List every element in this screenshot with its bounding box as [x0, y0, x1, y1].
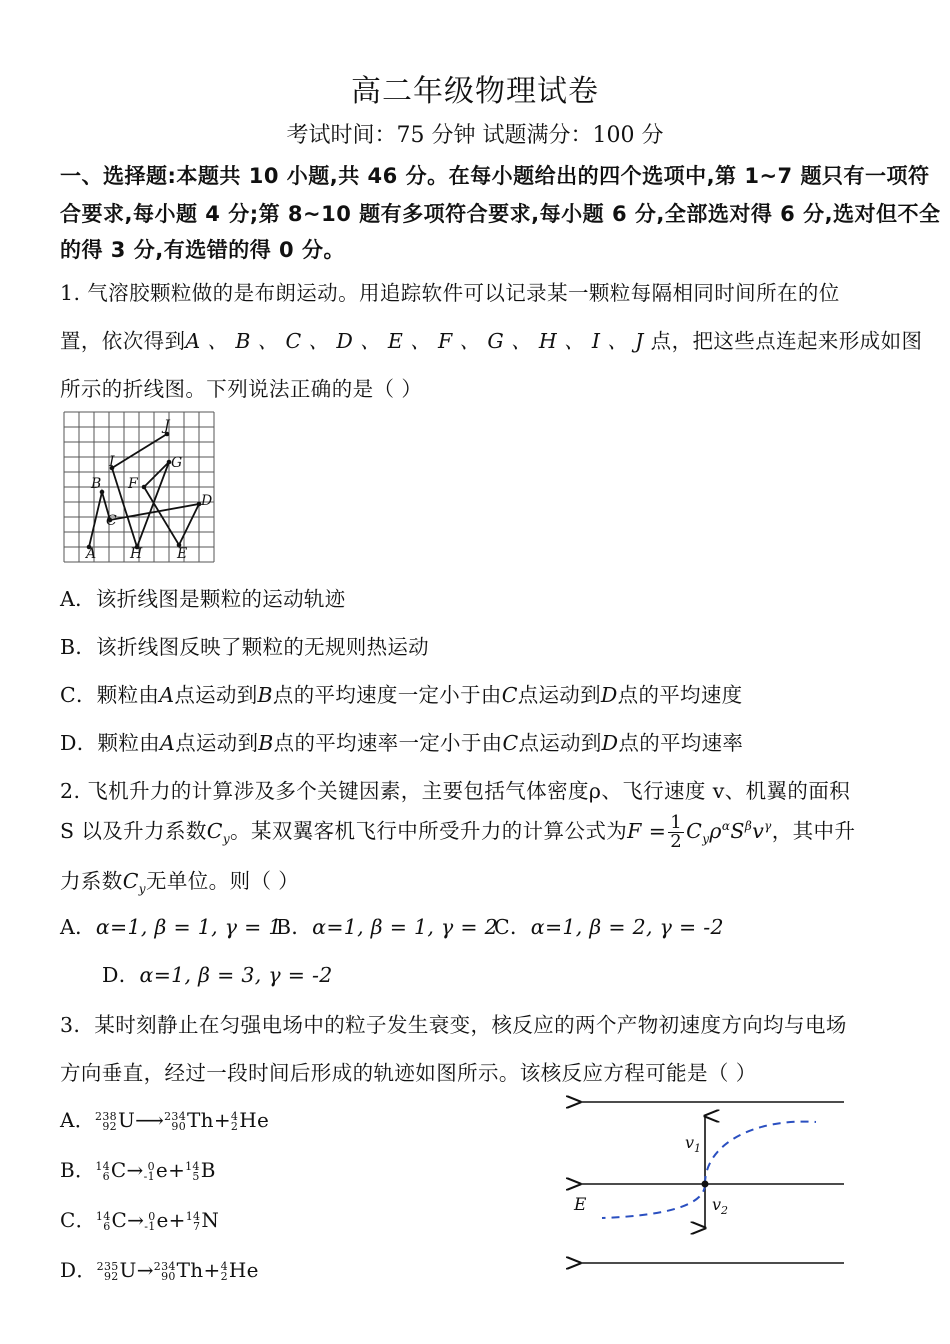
v1-label: $v_1$: [685, 1133, 702, 1155]
q1-point-label-c: C: [106, 513, 117, 529]
option-text: 点的平均速度: [617, 683, 743, 707]
option-text: α=1, β = 2, γ = -2: [530, 915, 724, 939]
q1-stem-line-2: [60, 324, 922, 354]
field-label: E: [574, 1195, 587, 1215]
nuclide-symbol: B: [200, 1158, 216, 1182]
q1-point-label-h: H: [130, 546, 143, 562]
nuclide-symbol: N: [201, 1208, 220, 1232]
nuclide-symbol: Th: [187, 1108, 214, 1132]
option-text: α=1, β = 3, γ = -2: [139, 963, 333, 987]
nuclide-symbol: He: [228, 1258, 259, 1282]
decay-point: [702, 1181, 709, 1188]
point-symbol: B: [257, 683, 273, 707]
option-label: A．: [60, 1108, 96, 1132]
q1-point-label-e: E: [177, 546, 188, 562]
nuclide-symbol: He: [239, 1108, 270, 1132]
q3-stem-line-1: 3．某时刻静止在匀强电场中的粒子发生衰变，核反应的两个产物初速度方向均与电场: [60, 1013, 847, 1037]
q2-stem-text: 无单位。则（ ）: [145, 869, 300, 893]
option-text: 点运动到: [517, 683, 601, 707]
option-text: 点运动到: [174, 683, 258, 707]
nuclide-symbol: e: [156, 1208, 169, 1232]
q2-option-a[interactable]: [60, 910, 282, 940]
q2-stem-text: 力系数: [60, 869, 123, 893]
nuclide-symbol: U: [119, 1258, 137, 1282]
q3-option-d[interactable]: D． 235 92 U→ 234 90 Th+ 4 2 He: [60, 1258, 259, 1283]
q1-point-label-d: D: [201, 493, 213, 509]
q2-stem-line-2: [60, 814, 855, 851]
q1-stem-text: 置，依次得到: [60, 329, 186, 353]
v2-label: $v_2$: [712, 1195, 729, 1217]
q1-option-d[interactable]: [60, 726, 743, 756]
q1-stem-text: 点，把这些点连起来形成如图: [650, 329, 923, 353]
q2-stem-line-1: 2. 飞机升力的计算涉及多个关键因素，主要包括气体密度ρ、飞行速度 v、机翼的面积: [60, 779, 851, 803]
option-text: 该折线图是颗粒的运动轨迹: [95, 587, 346, 611]
option-label: D．: [102, 963, 140, 987]
track-upper: [705, 1122, 816, 1184]
point-symbol: C: [501, 683, 518, 707]
q1-brownian-path-figure: [62, 410, 218, 565]
q1-point-label-g: G: [171, 455, 183, 471]
option-label: C．: [494, 915, 531, 939]
lift-formula: F = $\frac{1}{2}$ $C_y\rho^\alpha S^\beta v^\gamma$: [627, 812, 772, 852]
option-label: B．: [60, 635, 97, 659]
option-label: C．: [60, 1208, 96, 1232]
reaction-arrow: ⟶: [135, 1108, 165, 1132]
q1-point-label-a: A: [86, 546, 97, 562]
section-instructions-line-3: 的得 3 分,有选错的得 0 分。: [60, 238, 345, 262]
page-title: 高二年级物理试卷: [351, 74, 599, 109]
option-text: 颗粒由: [97, 731, 160, 755]
option-label: B．: [60, 1158, 96, 1182]
option-label: D．: [60, 1258, 97, 1282]
section-instructions-line-2: 合要求,每小题 4 分;第 8~10 题有多项符合要求,每小题 6 分,全部选对得 6 分,选对但不全: [60, 202, 941, 226]
option-label: A．: [60, 915, 96, 939]
nuclide-symbol: Th: [176, 1258, 204, 1282]
point-symbol: D: [600, 683, 618, 707]
track-lower: [602, 1184, 705, 1218]
reaction-arrow: →: [127, 1208, 145, 1232]
q2-option-b[interactable]: [276, 910, 498, 940]
option-text: 点运动到: [175, 731, 259, 755]
q3-decay-track-figure: [566, 1088, 850, 1278]
nuclide-symbol: U: [117, 1108, 136, 1132]
point-symbol: B: [258, 731, 274, 755]
q1-option-c[interactable]: [60, 678, 742, 708]
q1-point-label-i: I: [109, 454, 115, 470]
q1-point-label-f: F: [128, 476, 138, 492]
point-symbol: C: [502, 731, 519, 755]
option-text: α=1, β = 1, γ = 1: [95, 915, 282, 939]
q3-option-a[interactable]: A． 238 92 U⟶ 234 90 Th+ 4 2 He: [60, 1108, 270, 1133]
exam-info: 考试时间：75 分钟 试题满分：100 分: [286, 123, 664, 148]
nuclide-symbol: C: [111, 1208, 128, 1232]
q1-stem-line-3: 所示的折线图。下列说法正确的是（ ）: [60, 377, 423, 401]
option-text: 点运动到: [518, 731, 602, 755]
point-symbol: A: [159, 731, 176, 755]
q1-option-a[interactable]: [60, 582, 346, 612]
q2-option-d[interactable]: [102, 958, 333, 988]
option-label: B．: [276, 915, 313, 939]
q2-option-c[interactable]: [494, 910, 724, 940]
q1-path-line: [89, 434, 199, 547]
nuclide-symbol: C: [110, 1158, 127, 1182]
option-text: 该折线图反映了颗粒的无规则热运动: [96, 635, 429, 659]
lift-coefficient-symbol: $C_y$: [206, 819, 231, 847]
option-label: A．: [60, 587, 96, 611]
q1-point-sequence: A 、 B 、 C 、 D 、 E 、 F 、 G 、 H 、 I 、 J: [185, 329, 644, 353]
q1-point-label-b: B: [91, 476, 102, 492]
q3-option-c[interactable]: C． 14 6 C→ 0 -1 e+ 14 7 N: [60, 1208, 220, 1233]
q2-stem-text: 。某双翼客机飞行中所受升力的计算公式为: [230, 819, 628, 843]
lift-coefficient-symbol: $C_y$: [122, 869, 146, 897]
reaction-arrow: →: [126, 1158, 144, 1182]
q1-stem-line-1: 1. 气溶胶颗粒做的是布朗运动。用追踪软件可以记录某一颗粒每隔相同时间所在的位: [60, 281, 840, 305]
reaction-arrow: →: [136, 1258, 154, 1282]
q3-option-b[interactable]: B． 14 6 C→ 0 -1 e+ 14 5 B: [60, 1158, 216, 1183]
option-text: α=1, β = 1, γ = 2: [312, 915, 499, 939]
q1-point-label-j: J: [164, 418, 170, 434]
option-text: 颗粒由: [96, 683, 160, 707]
q2-stem-line-3: [60, 864, 299, 896]
q2-stem-text: ，其中升: [771, 819, 856, 843]
option-text: 点的平均速度一定小于由: [272, 683, 502, 707]
nuclide-symbol: e: [155, 1158, 169, 1182]
section-instructions-line-1: 一、选择题:本题共 10 小题,共 46 分。在每小题给出的四个选项中,第 1~7 题只有一项符: [60, 164, 930, 188]
q1-option-b[interactable]: [60, 630, 429, 660]
option-label: D．: [60, 731, 98, 755]
q3-stem-line-2: 方向垂直，经过一段时间后形成的轨迹如图所示。该核反应方程可能是（ ）: [60, 1061, 757, 1085]
option-text: 点的平均速率一定小于由: [273, 731, 503, 755]
point-symbol: A: [159, 683, 175, 707]
point-symbol: D: [601, 731, 619, 755]
option-text: 点的平均速率: [618, 731, 744, 755]
option-label: C．: [60, 683, 97, 707]
q2-stem-text: S 以及升力系数: [60, 819, 207, 843]
